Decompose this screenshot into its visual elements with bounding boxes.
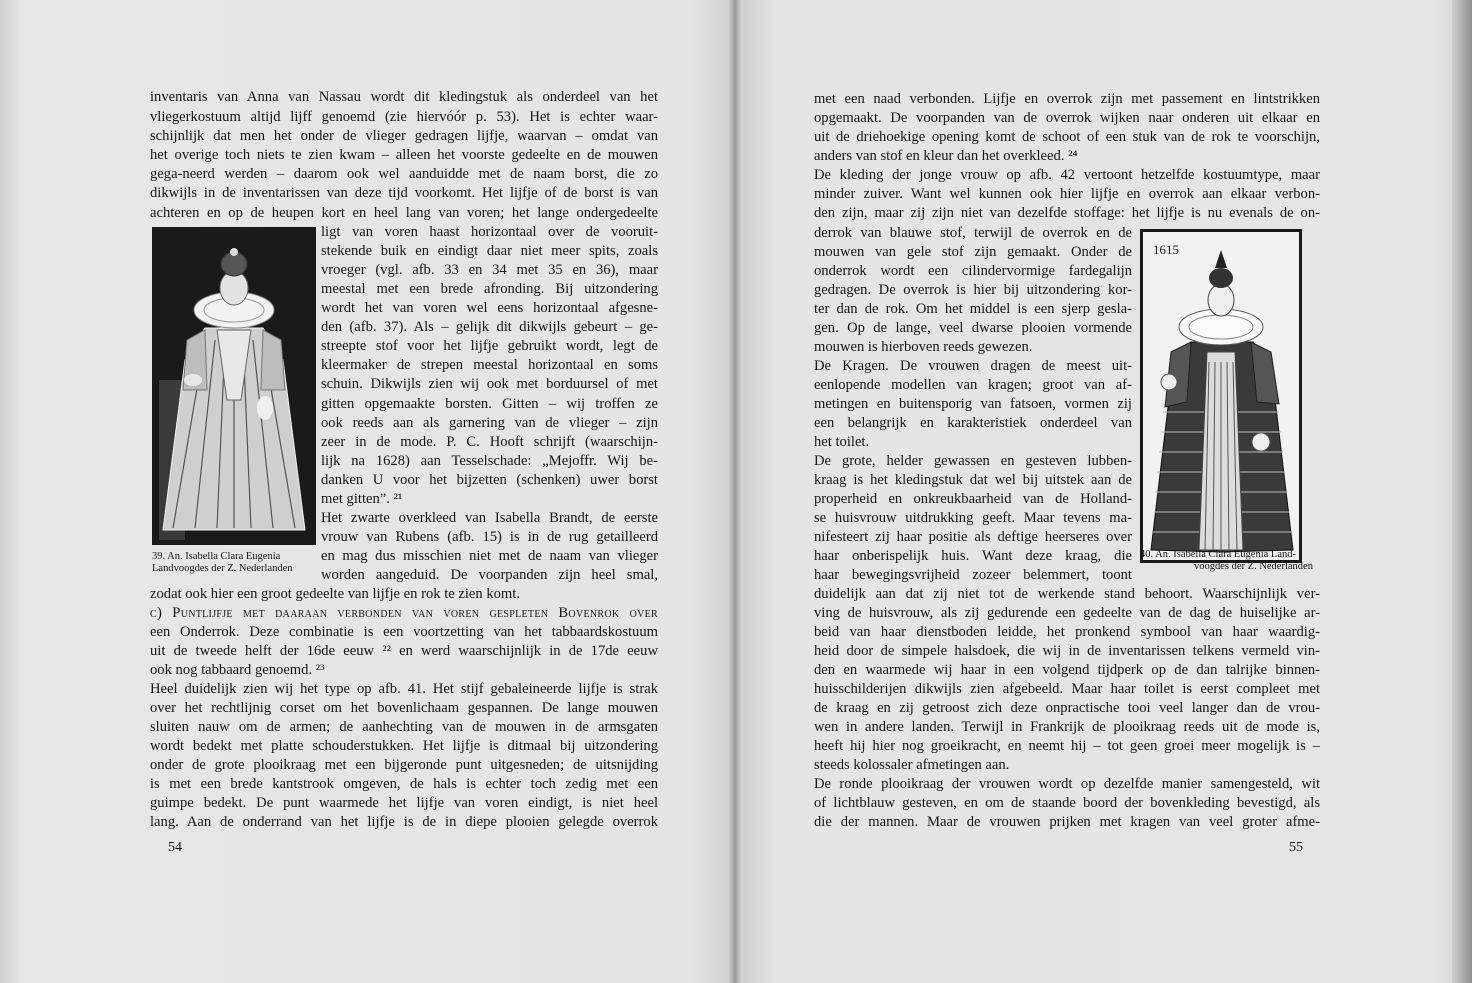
text-line: stekende buik en eindigt daar niet meer spits, zoals — [321, 243, 658, 259]
page-edge — [1452, 0, 1472, 983]
text-line: ligt van voren haast horizontaal over de vooruit- — [321, 224, 658, 240]
text-line: die der mannen. Maar de vrouwen prijken met kragen van veel groter afme- — [814, 814, 1320, 830]
figure-caption: 40. An. Isabella Clara Eugenia Land- — [1140, 549, 1296, 560]
text-line: vroeger (vgl. afb. 33 en 34 met 35 en 36), maar — [321, 262, 658, 278]
text-line: De Kragen. De vrouwen dragen de meest uit- — [814, 358, 1132, 374]
text-line: opgemaakt. De voorpanden van de overrok wijken naar onderen uit elkaar en — [814, 110, 1320, 126]
figure-caption: voogdes der Z. Nederlanden — [1194, 561, 1313, 572]
text-line: guimpe bedekt. De punt waarmede het lijfje van voren eindigt, is niet heel — [150, 795, 658, 811]
text-line: danken U voor het bijzetten (schenken) uwer borst — [321, 472, 658, 488]
text-line: gitten opgemaakte borsten. Gitten – wij troffen ze — [321, 396, 658, 412]
text-line: anders van stof en kleur dan het overkleed. ²⁴ — [814, 148, 1078, 164]
text-line: over het rechtlijnig corset om het bovenlichaam gespannen. De lange mouwen — [150, 700, 658, 716]
text-line: derrok van blauwe stof, terwijl de overrok en de — [814, 225, 1132, 241]
text-line: wordt het van voren wel eens horizontaal afgesne- — [321, 300, 658, 316]
text-line: ook reeds aan als garnering van de vlieger – zijn — [321, 415, 658, 431]
text-line: Heel duidelijk zien wij het type op afb. 41. Het stijf gebaleineerde lijfje is strak — [150, 681, 658, 697]
text-line: De ronde plooikraag der vrouwen wordt op dezelfde manier samengesteld, wit — [814, 776, 1320, 792]
page-number: 54 — [168, 840, 182, 855]
portrait-figure-39 — [152, 227, 316, 545]
text-line: haar onberispelijk huis. Want deze kraag, die — [814, 548, 1132, 564]
text-line: en mag dus misschien niet met de naam van vlieger — [321, 548, 658, 564]
text-line: worden aangeduid. De voorpanden zijn heel smal, — [321, 567, 658, 583]
text-line: uit de tweede helft der 16de eeuw ²² en werd waarschijnlijk in de 17de eeuw — [150, 643, 658, 659]
text-line: steeds kolossaler afmetingen aan. — [814, 757, 1010, 773]
text-line: een belangrijk en karakteristiek onderdeel van — [814, 415, 1132, 431]
text-line: eenlopende modellen van kragen; groot van af- — [814, 377, 1132, 393]
figure-caption: Landvoogdes der Z. Nederlanden — [152, 563, 293, 574]
text-line: heid door de simpele halsdoek, die wij in de inventarissen telkens vermeld vin- — [814, 643, 1320, 659]
text-line: minder zuiver. Want wel kunnen ook hier lijfje en overrok aan elkaar verbon- — [814, 186, 1320, 202]
text-line: kleermaker de strepen meestal horizontaal en soms — [321, 357, 658, 373]
text-line: wen in andere landen. Terwijl in Frankrijk de plooikraag reeds uit de mode is, — [814, 719, 1320, 735]
text-line: onder de grote plooikraag met een bijgeronde punt uitgesneden; de uitsnijding — [150, 757, 658, 773]
text-line: achteren en op de heupen kort en heel lang van voren; het lange ondergedeelte — [150, 205, 658, 221]
text-line: duidelijk aan dat zij niet tot de werkende stand behoort. Waarschijnlijk ver- — [814, 586, 1320, 602]
text-line: het overige toch niets te zien kwam – alleen het voorste gedeelte en de mouwen — [150, 147, 658, 163]
book-gutter — [728, 0, 742, 983]
text-line: gega-neerd werden – daarom ook wel aanduidde met de naam borst, die zo — [150, 166, 658, 182]
engraving-illustration — [1143, 232, 1299, 560]
text-line: met een naad verbonden. Lijfje en overrok zijn met passement en lintstrikken — [814, 91, 1320, 107]
text-line: lang. Aan de onderrand van het lijfje is de in diepe plooien gelegde overrok — [150, 814, 658, 830]
text-line: schuin. Dikwijls zien wij ook met borduursel of met — [321, 376, 658, 392]
text-line: mouwen van gele stof zijn gemaakt. Onder de — [814, 244, 1132, 260]
text-line: vliegerkostuum altijd lijff genoemd (zie hiervóór p. 53). Het is echter waar- — [150, 109, 658, 125]
text-line: metingen en buitensporig van fatsoen, vormen zij — [814, 396, 1132, 412]
page-number: 55 — [1289, 840, 1303, 855]
text-line: streepte stof voor het lijfje gebruikt wordt, legt de — [321, 338, 658, 354]
text-line: huisschilderijen dikwijls zien afgebeeld. Maar haar toilet is eerst compleet met — [814, 681, 1320, 697]
text-line: ook nog tabbaard genoemd. ²³ — [150, 662, 325, 678]
text-line: sluiten nauw om de armen; de aanhechting van de mouwen in de armsgaten — [150, 719, 658, 735]
text-line: lijk na 1628) aan Tesselschade: „Mejoffr. Wij be- — [321, 453, 658, 469]
text-line: se huisvrouw uitdrukking geeft. Maar tevens ma- — [814, 510, 1132, 526]
text-line: onderrok wordt een cilindervormige fardegalijn — [814, 263, 1132, 279]
portrait-figure-40 — [1140, 229, 1302, 563]
text-line: ving de huisvrouw, als zij gedurende een gedeelte van de dag de huiselijke ar- — [814, 605, 1320, 621]
text-line: het toilet. — [814, 434, 870, 450]
text-line: beid van haar dienstboden leidde, het pronkend symbool van haar waardig- — [814, 624, 1320, 640]
text-line: uit de driehoekige opening komt de schoot of een stuk van de rok te voorschijn, — [814, 129, 1320, 145]
text-line: meestal met een brede afronding. Bij uitzondering — [321, 281, 658, 297]
text-line: zeer in de mode. P. C. Hooft schrijft (waarschijn- — [321, 434, 658, 450]
text-line: properheid en onkreukbaarheid van de Holland- — [814, 491, 1132, 507]
text-line: heeft hij hier nog groeikracht, en neemt hij – tot geen groei meer mogelijk is – — [814, 738, 1320, 754]
text-line: kraag is het kledingstuk dat wel bij uitstek aan de — [814, 472, 1132, 488]
text-line: met gitten”. ²¹ — [321, 491, 403, 507]
text-line: of lichtblauw gesteven, en om de staande boord der bovenkleding bevestigd, als — [814, 795, 1320, 811]
section-heading: c) Puntlijfje met daaraan verbonden van voren gespleten Bovenrok over — [150, 605, 658, 621]
text-line: mouwen is hierboven reeds gewezen. — [814, 339, 1033, 355]
text-line: dikwijls in de inventarissen van deze tijd voorkomt. Het lijfje of de borst is van — [150, 185, 658, 201]
text-line: ter dan de rok. Om het middel is een sjerp gesla- — [814, 301, 1132, 317]
text-line: schijnlijk dat men het onder de vlieger gedragen lijfje, waarvan – omdat van — [150, 128, 658, 144]
text-line: Het zwarte overkleed van Isabella Brandt, de eerste — [321, 510, 658, 526]
figure-year: 1615 — [1153, 242, 1179, 257]
text-line: wordt bedekt met platte schouderstukken. Het lijfje is ditmaal bij uitzondering — [150, 738, 658, 754]
text-line: gedragen. De overrok is hier bij uitzondering kor- — [814, 282, 1132, 298]
text-line: den en waarmede wij haar in een volgend tijdperk op de dan talrijke binnen- — [814, 662, 1320, 678]
text-line: zodat ook hier een groot gedeelte van lijfje en rok te zien komt. — [150, 586, 520, 602]
text-line: den zijn, maar zij zijn niet van dezelfde stoffage: het lijfje is nu evenals de on- — [814, 205, 1320, 221]
text-line: De grote, helder gewassen en gesteven lubben- — [814, 453, 1132, 469]
text-line: een Onderrok. Deze combinatie is een voortzetting van het tabbaardskostuum — [150, 624, 658, 640]
text-line: de kraag en zij getroost zich deze onpractische tooi veel langer dan de vrou- — [814, 700, 1320, 716]
text-line: inventaris van Anna van Nassau wordt dit kledingstuk als onderdeel van het — [150, 89, 658, 105]
portrait-illustration — [155, 230, 313, 542]
text-line: is met een brede kantstrook omgeven, de hals is echter toch zedig met een — [150, 776, 658, 792]
text-line: den (afb. 37). Als – gelijk dit dikwijls gebeurt – ge- — [321, 319, 658, 335]
text-line: nifesteert zij haar positie als deftige heerseres over — [814, 529, 1132, 545]
text-line: vrouw van Rubens (afb. 15) is in de rug getailleerd — [321, 529, 658, 545]
figure-caption: 39. An. Isabella Clara Eugenia — [152, 551, 281, 562]
text-line: haar bewegingsvrijheid zozeer belemmert, toont — [814, 567, 1132, 583]
text-line: De kleding der jonge vrouw op afb. 42 vertoont hetzelfde kostuumtype, maar — [814, 167, 1320, 183]
text-line: gen. Op de lange, veel dwarse plooien vormende — [814, 320, 1132, 336]
